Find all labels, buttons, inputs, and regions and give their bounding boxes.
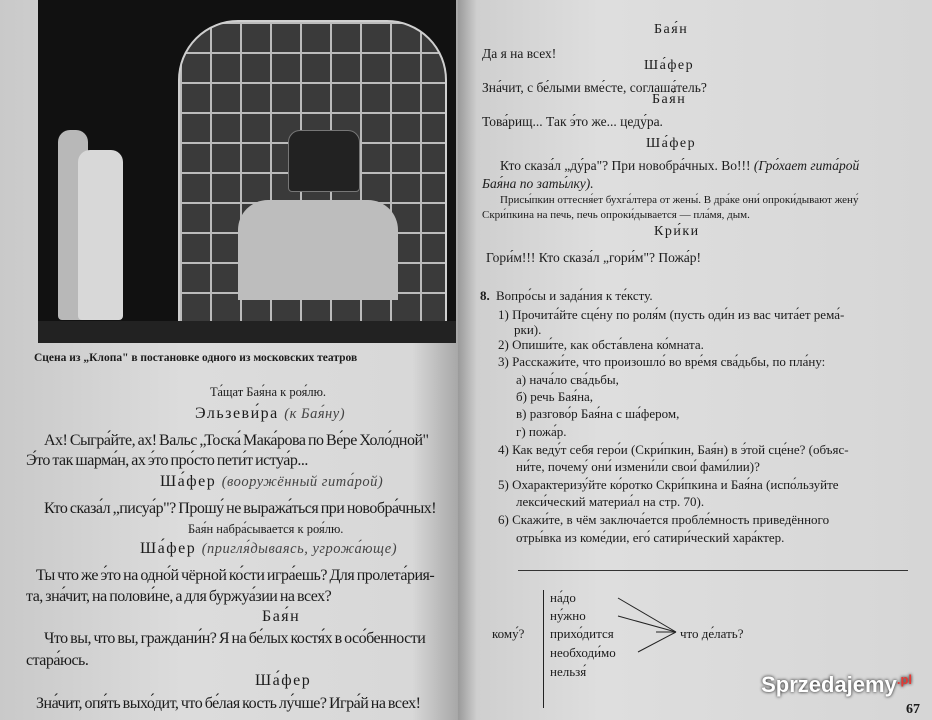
watermark-suffix: .pl xyxy=(896,672,912,687)
task-item: 1) Прочита́йте сце́ну по роля́м (пусть оди́н из вас чита́ет рема́- xyxy=(498,307,845,322)
stage-direction: Та́щат Бая́на к роя́лю. xyxy=(210,385,327,399)
dialogue-line: Ах! Сыгра́йте, ах! Вальс „Тоска́ Мака́рова по Ве́ре Холо́дной" xyxy=(44,432,429,449)
left-page xyxy=(0,0,458,720)
task-item: 2) Опиши́те, как обста́влена ко́мната. xyxy=(498,337,704,352)
photo-caption: Сцена из „Клопа" в постановке одного из московских театров xyxy=(34,352,358,364)
dialogue-line: Гори́м!!! Кто сказа́л „гори́м"? Пожа́р! xyxy=(486,250,702,265)
speaker: Ша́фер xyxy=(644,58,695,73)
dialogue-line: Зна́чит, с бе́лыми вме́сте, соглаша́тель? xyxy=(482,80,707,95)
task-item: 3) Расскажи́те, что произошло́ во вре́мя сва́дьбы, по пла́ну: xyxy=(498,354,826,369)
task-item: а) нача́ло сва́дьбы, xyxy=(516,372,619,387)
watermark-logo xyxy=(761,672,912,698)
actor-figure xyxy=(238,200,398,300)
stage-photo xyxy=(38,0,456,343)
stage-note: Бая́на по заты́лку). xyxy=(482,176,594,191)
grammar-word: на́до xyxy=(550,590,576,605)
task-item: 4) Как веду́т себя геро́и (Скри́пкин, Бая́н) в э́той сце́не? (объяс- xyxy=(498,442,849,457)
task-item: отры́вка из коме́дии, его́ сатири́ческий хара́ктер. xyxy=(516,530,785,545)
watermark-text: Sprzedajemy xyxy=(761,672,897,697)
dialogue-line: Что вы, что вы, граждани́н? Я на бе́лых костя́х в осо́бенности xyxy=(44,630,426,647)
divider xyxy=(518,570,908,571)
dialogue-line: Зна́чит, опя́ть выхо́дит, что бе́лая кость лу́чше? Игра́й на всех! xyxy=(36,695,421,712)
dialogue-line: Да я на всех! xyxy=(482,46,557,61)
speaker-name: Ша́фер xyxy=(255,672,312,689)
task-title: Вопро́сы и зада́ния к те́ксту. xyxy=(496,288,653,303)
speaker xyxy=(255,672,311,690)
grammar-word: нельзя́ xyxy=(550,664,587,679)
speaker: Ша́фер xyxy=(646,136,697,151)
grammar-word: необходи́мо xyxy=(550,645,616,660)
grammar-word: ну́жно xyxy=(550,608,586,623)
speaker-name: Бая́н xyxy=(262,608,301,625)
speaker xyxy=(195,405,345,423)
stage-direction: Бая́н набра́сывается к роя́лю. xyxy=(188,522,344,536)
actor-figure xyxy=(78,150,123,320)
speaker-name: Эльзеви́ра xyxy=(195,405,279,422)
speaker: Бая́н xyxy=(652,92,687,107)
task-item: 6) Скажи́те, в чём заключа́ется пробле́мность приведённого xyxy=(498,512,830,527)
speaker xyxy=(262,608,300,626)
speaker-note: (пригля́дываясь, угрожа́юще) xyxy=(201,541,398,557)
grammar-question-left: кому́? xyxy=(492,626,525,641)
task-number: 8. xyxy=(480,288,490,303)
task-item: г) пожа́р. xyxy=(516,424,567,439)
stage-floor xyxy=(38,321,456,343)
dialogue-line: Това́рищ... Так э́то же... цеду́ра. xyxy=(482,114,663,129)
task-item: 5) Охарактеризу́йте ко́ротко Скри́пкина и Бая́на (испо́льзуйте xyxy=(498,477,839,492)
speaker-note: (вооружённый гита́рой) xyxy=(221,474,384,490)
grammar-question-right: что де́лать? xyxy=(680,626,744,641)
dialogue-text: Кто сказа́л „ду́ра"? При новобра́чных. Во!!! xyxy=(500,158,751,173)
task-item: ни́те, почему́ они́ измени́ли свои́ фами́лии)? xyxy=(516,459,760,474)
task-item: лекси́ческий материа́л на стр. 70). xyxy=(516,494,705,509)
speaker xyxy=(160,473,383,491)
actor-figure xyxy=(288,130,360,192)
speaker: Кри́ки xyxy=(654,224,700,239)
stage-direction: Присы́пкин оттесня́ет бухга́лтера от жены́. В дра́ке они́ опроки́дывают жену́ xyxy=(500,194,859,206)
dialogue-line: Кто сказа́л „писуа́р"? Прошу́ не выража́ться при новобра́чных! xyxy=(44,500,437,517)
speaker-name: Ша́фер xyxy=(140,540,197,557)
dialogue-line: стара́юсь. xyxy=(26,652,89,669)
dialogue-line: та, зна́чит, на полови́не, а для буржуа́зии на всех? xyxy=(26,588,332,605)
stage-direction: Скри́пкина на печь, печь опроки́дывается — пла́мя, дым. xyxy=(482,209,750,221)
dialogue-line xyxy=(500,158,859,174)
task-item: рки). xyxy=(514,322,542,337)
page-number: 67 xyxy=(906,702,920,717)
task-item: б) речь Бая́на, xyxy=(516,389,594,404)
dialogue-line: Э́то так шарма́н, ах э́то про́сто пети́т истуа́р... xyxy=(26,452,308,469)
bracket-line xyxy=(543,590,544,708)
right-page xyxy=(458,0,932,720)
speaker-note: (к Бая́ну) xyxy=(284,406,346,422)
speaker-name: Ша́фер xyxy=(160,473,217,490)
grammar-word: прихо́дится xyxy=(550,626,614,641)
speaker xyxy=(140,540,397,558)
dialogue-line: Ты что же э́то на одно́й чёрной ко́сти игра́ешь? Для пролета́рия- xyxy=(36,567,435,584)
task-item: в) разгово́р Бая́на с ша́фером, xyxy=(516,406,680,421)
stage-note: (Гро́хает гита́рой xyxy=(753,158,860,173)
speaker: Бая́н xyxy=(654,22,689,37)
converging-lines xyxy=(608,596,688,676)
